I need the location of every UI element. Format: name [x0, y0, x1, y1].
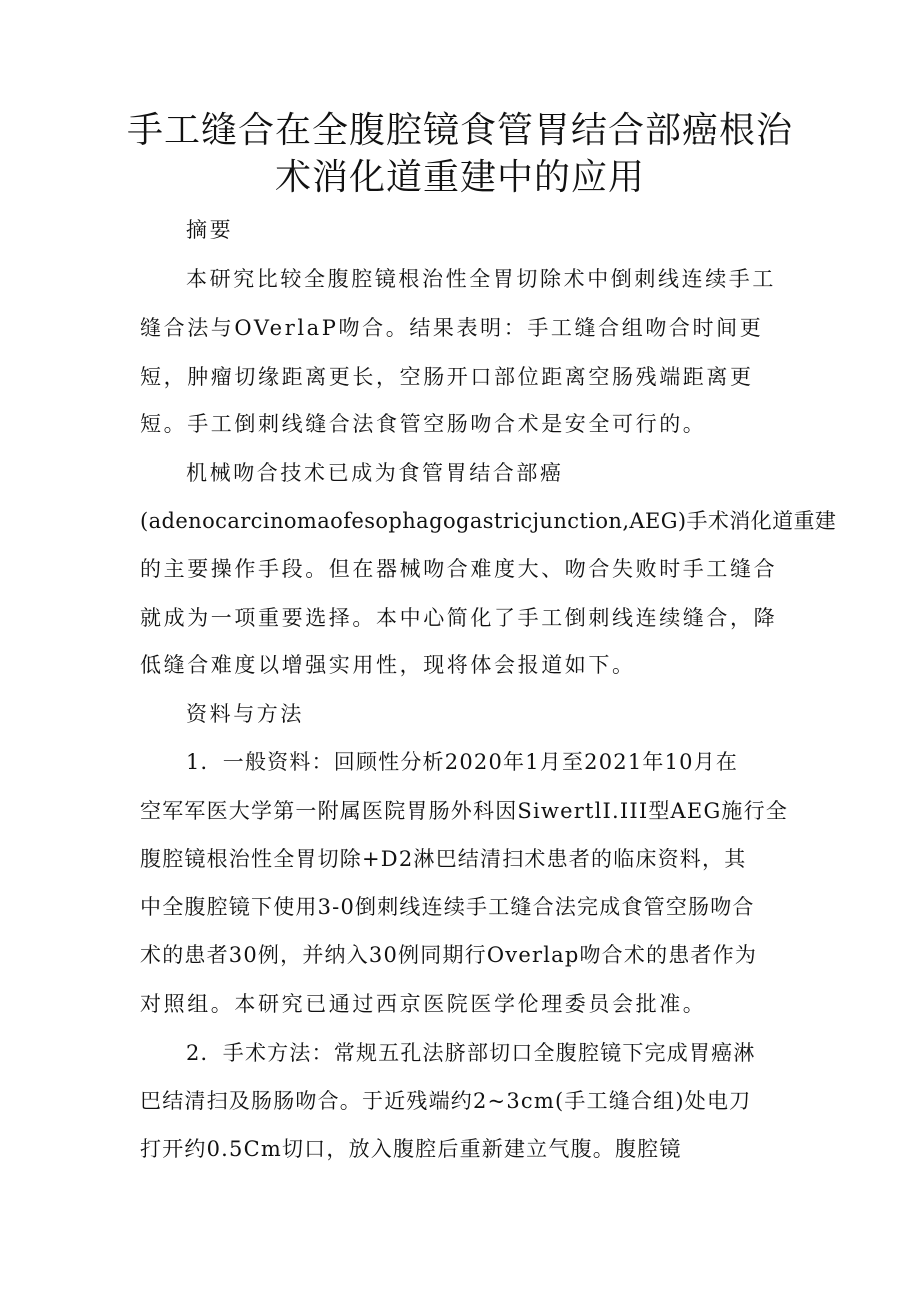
methods-heading: 资料与方法 — [186, 702, 304, 726]
methods-s1-line-2: 空军军医大学第一附属医院胃肠外科因SiwertlI.III型AEG施行全 — [140, 799, 789, 823]
methods-s1-line-5: 术的患者30例，并纳入30例同期行Overlap吻合术的患者作为 — [140, 943, 758, 967]
abstract-heading: 摘要 — [186, 218, 234, 242]
document-title-line-2: 术消化道重建中的应用 — [274, 157, 645, 198]
intro-line-1: 机械吻合技术已成为食管胃结合部癌 — [186, 461, 564, 485]
methods-s2-line-2: 巴结清扫及肠肠吻合。于近残端约2~3cm(手工缝合组)处电刀 — [140, 1089, 752, 1113]
methods-s1-line-4: 中全腹腔镜下使用3-0倒刺线连续手工缝合法完成食管空肠吻合 — [140, 895, 755, 919]
intro-line-2: (adenocarcinomaofesophagogastricjunction,AEG)手术消化道重建 — [140, 509, 837, 533]
methods-s2-line-1: 2．手术方法：常规五孔法脐部切口全腹腔镜下完成胃癌淋 — [186, 1041, 756, 1065]
intro-line-4: 就成为一项重要选择。本中心简化了手工倒刺线连续缝合，降 — [140, 606, 778, 630]
abstract-line-4: 短。手工倒刺线缝合法食管空肠吻合术是安全可行的。 — [140, 412, 707, 436]
abstract-line-1: 本研究比较全腹腔镜根治性全胃切除术中倒刺线连续手工 — [186, 267, 776, 291]
methods-s1-line-6: 对照组。本研究已通过西京医院医学伦理委员会批准。 — [140, 992, 707, 1016]
methods-s1-line-1: 1．一般资料：回顾性分析2020年1月至2021年10月在 — [186, 750, 739, 774]
abstract-line-3: 短，肿瘤切缘距离更长，空肠开口部位距离空肠残端距离更 — [140, 365, 754, 389]
abstract-line-2: 缝合法与OVerlaP吻合。结果表明：手工缝合组吻合时间更 — [140, 316, 764, 340]
intro-line-3: 的主要操作手段。但在器械吻合难度大、吻合失败时手工缝合 — [140, 557, 778, 581]
methods-s1-line-3: 腹腔镜根治性全胃切除+D2淋巴结清扫术患者的临床资料，其 — [140, 847, 747, 871]
methods-s2-line-3: 打开约0.5Cm切口，放入腹腔后重新建立气腹。腹腔镜 — [140, 1137, 682, 1161]
intro-line-5: 低缝合难度以增强实用性，现将体会报道如下。 — [140, 653, 636, 677]
document-title-line-1: 手工缝合在全腹腔镜食管胃结合部癌根治 — [126, 110, 793, 151]
